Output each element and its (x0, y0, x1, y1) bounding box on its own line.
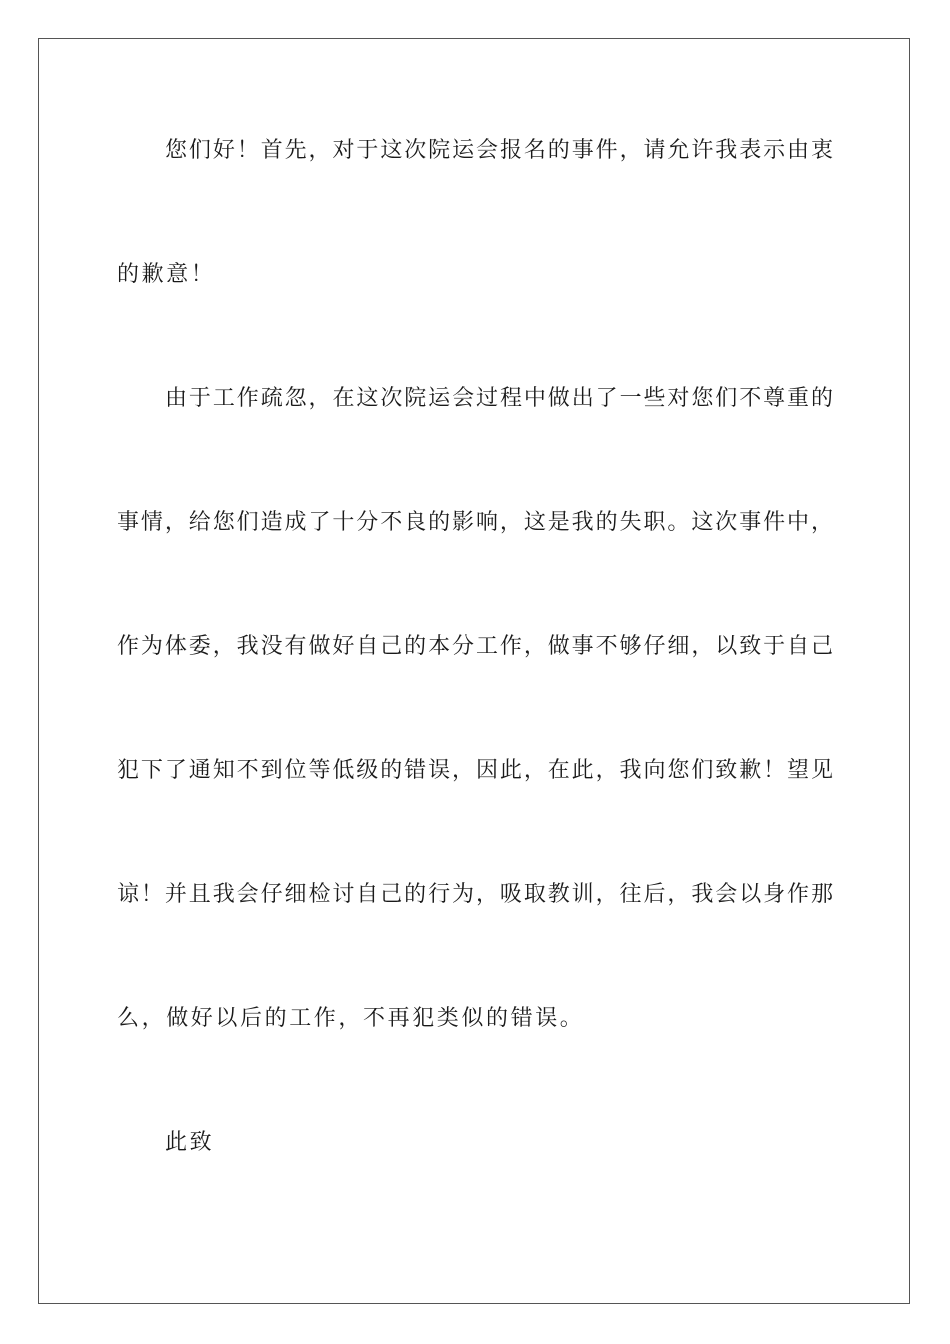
paragraph-1-line-1: 您们好！首先，对于这次院运会报名的事件，请允许我表示由衷 (165, 138, 833, 163)
paragraph-1-line-2: 的歉意！ (117, 262, 216, 287)
paragraph-2-line-1: 由于工作疏忽，在这次院运会过程中做出了一些对您们不尊重的 (165, 386, 833, 411)
paragraph-2-line-5: 谅！并且我会仔细检讨自己的行为，吸取教训，往后，我会以身作那 (117, 882, 833, 907)
paragraph-2-line-6: 么，做好以后的工作，不再犯类似的错误。 (117, 1006, 585, 1031)
paragraph-2-line-4: 犯下了通知不到位等低级的错误，因此，在此，我向您们致歉！望见 (117, 758, 833, 783)
page-border (38, 38, 910, 1304)
paragraph-2-line-2: 事情，给您们造成了十分不良的影响，这是我的失职。这次事件中， (117, 510, 833, 535)
paragraph-2-line-3: 作为体委，我没有做好自己的本分工作，做事不够仔细，以致于自己 (117, 634, 833, 659)
closing-salutation: 此致 (165, 1130, 215, 1155)
